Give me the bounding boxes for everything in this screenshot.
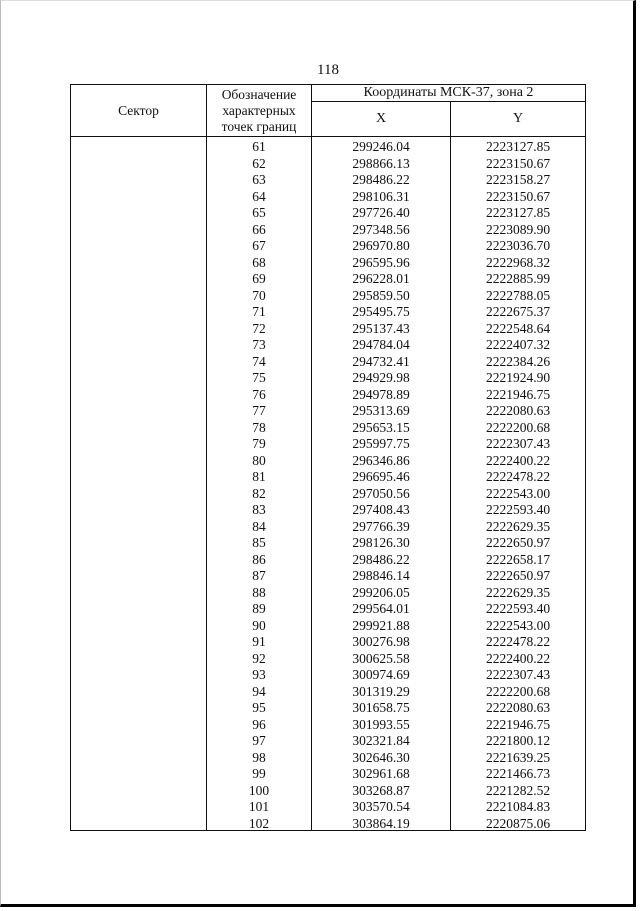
y-coordinate-cell: 2221924.90 [451,368,586,385]
point-id-cell: 72 [207,319,312,336]
x-coordinate-cell: 299921.88 [312,616,451,633]
sector-cell [71,649,207,666]
point-id-cell: 89 [207,599,312,616]
point-id-cell: 101 [207,797,312,814]
table-row [71,352,586,369]
y-coordinate-cell: 2222629.35 [451,517,586,534]
y-coordinate-cell: 2222543.00 [451,484,586,501]
y-coordinate-cell: 2222543.00 [451,616,586,633]
sector-cell [71,748,207,765]
x-coordinate-cell: 295137.43 [312,319,451,336]
table-row [71,220,586,237]
x-coordinate-cell: 295859.50 [312,286,451,303]
x-coordinate-cell: 300625.58 [312,649,451,666]
header-points-line2: характерных [222,102,296,118]
y-coordinate-cell: 2222548.64 [451,319,586,336]
table-row [71,467,586,484]
x-coordinate-cell: 299206.05 [312,583,451,600]
point-id-cell: 100 [207,781,312,798]
y-coordinate-cell: 2222478.22 [451,467,586,484]
y-coordinate-cell: 2222675.37 [451,302,586,319]
sector-cell [71,698,207,715]
y-coordinate-cell: 2221466.73 [451,764,586,781]
sector-cell [71,533,207,550]
x-coordinate-cell: 298106.31 [312,187,451,204]
x-coordinate-cell: 297050.56 [312,484,451,501]
point-id-cell: 67 [207,236,312,253]
sector-cell [71,500,207,517]
y-coordinate-cell: 2222968.32 [451,253,586,270]
table-row [71,764,586,781]
table-row [71,797,586,814]
point-id-cell: 79 [207,434,312,451]
y-coordinate-cell: 2222400.22 [451,451,586,468]
sector-cell [71,269,207,286]
table-row [71,401,586,418]
x-coordinate-cell: 300974.69 [312,665,451,682]
point-id-cell: 93 [207,665,312,682]
x-coordinate-cell: 297766.39 [312,517,451,534]
point-id-cell: 86 [207,550,312,567]
point-id-cell: 80 [207,451,312,468]
y-coordinate-cell: 2221282.52 [451,781,586,798]
sector-cell [71,665,207,682]
x-coordinate-cell: 295997.75 [312,434,451,451]
point-id-cell: 77 [207,401,312,418]
y-coordinate-cell: 2221800.12 [451,731,586,748]
header-sector: Сектор [71,85,207,137]
x-coordinate-cell: 302321.84 [312,731,451,748]
sector-cell [71,682,207,699]
point-id-cell: 96 [207,715,312,732]
table-row [71,137,586,154]
table-row [71,715,586,732]
point-id-cell: 82 [207,484,312,501]
y-coordinate-cell: 2222650.97 [451,566,586,583]
table-row [71,319,586,336]
point-id-cell: 62 [207,154,312,171]
table-row [71,286,586,303]
y-coordinate-cell: 2223150.67 [451,154,586,171]
table-row [71,154,586,171]
sector-cell [71,220,207,237]
table-row [71,335,586,352]
x-coordinate-cell: 297726.40 [312,203,451,220]
point-id-cell: 69 [207,269,312,286]
table-row [71,418,586,435]
point-id-cell: 102 [207,814,312,831]
x-coordinate-cell: 294929.98 [312,368,451,385]
point-id-cell: 68 [207,253,312,270]
table-row [71,385,586,402]
x-coordinate-cell: 294732.41 [312,352,451,369]
point-id-cell: 81 [207,467,312,484]
table-row [71,632,586,649]
point-id-cell: 91 [207,632,312,649]
y-coordinate-cell: 2222080.63 [451,698,586,715]
point-id-cell: 95 [207,698,312,715]
sector-cell [71,715,207,732]
y-coordinate-cell: 2222593.40 [451,500,586,517]
x-coordinate-cell: 303864.19 [312,814,451,831]
x-coordinate-cell: 297408.43 [312,500,451,517]
table-row [71,484,586,501]
x-coordinate-cell: 295495.75 [312,302,451,319]
y-coordinate-cell: 2220875.06 [451,814,586,831]
table-header [71,85,586,137]
table-row [71,698,586,715]
header-x: X [312,102,451,137]
sector-cell [71,352,207,369]
table-row [71,583,586,600]
sector-cell [71,451,207,468]
table-row [71,649,586,666]
point-id-cell: 97 [207,731,312,748]
x-coordinate-cell: 301658.75 [312,698,451,715]
sector-cell [71,797,207,814]
header-points-line1: Обозначение [221,86,297,102]
x-coordinate-cell: 300276.98 [312,632,451,649]
point-id-cell: 66 [207,220,312,237]
y-coordinate-cell: 2222885.99 [451,269,586,286]
x-coordinate-cell: 296970.80 [312,236,451,253]
x-coordinate-cell: 298866.13 [312,154,451,171]
table-row [71,748,586,765]
x-coordinate-cell: 298486.22 [312,550,451,567]
x-coordinate-cell: 298846.14 [312,566,451,583]
y-coordinate-cell: 2222788.05 [451,286,586,303]
point-id-cell: 87 [207,566,312,583]
sector-cell [71,484,207,501]
x-coordinate-cell: 296228.01 [312,269,451,286]
y-coordinate-cell: 2222478.22 [451,632,586,649]
sector-cell [71,434,207,451]
table-row [71,682,586,699]
sector-cell [71,335,207,352]
sector-cell [71,583,207,600]
table-row [71,187,586,204]
page-number: 118 [317,62,339,78]
sector-cell [71,517,207,534]
point-id-cell: 92 [207,649,312,666]
header-coordinates: Координаты МСК-37, зона 2 [312,85,586,102]
x-coordinate-cell: 298486.22 [312,170,451,187]
coordinates-table [70,84,586,831]
sector-cell [71,781,207,798]
table-row [71,616,586,633]
y-coordinate-cell: 2223127.85 [451,203,586,220]
table-row [71,814,586,831]
y-coordinate-cell: 2222658.17 [451,550,586,567]
sector-cell [71,253,207,270]
table-row [71,550,586,567]
point-id-cell: 75 [207,368,312,385]
y-coordinate-cell: 2222080.63 [451,401,586,418]
sector-cell [71,401,207,418]
x-coordinate-cell: 296346.86 [312,451,451,468]
point-id-cell: 83 [207,500,312,517]
table-row [71,533,586,550]
point-id-cell: 74 [207,352,312,369]
table-row [71,731,586,748]
y-coordinate-cell: 2223127.85 [451,137,586,154]
point-id-cell: 65 [207,203,312,220]
point-id-cell: 88 [207,583,312,600]
sector-cell [71,302,207,319]
point-id-cell: 76 [207,385,312,402]
table-row [71,517,586,534]
point-id-cell: 98 [207,748,312,765]
x-coordinate-cell: 303570.54 [312,797,451,814]
point-id-cell: 84 [207,517,312,534]
x-coordinate-cell: 299564.01 [312,599,451,616]
x-coordinate-cell: 295653.15 [312,418,451,435]
table-row [71,566,586,583]
sector-cell [71,170,207,187]
sector-cell [71,187,207,204]
y-coordinate-cell: 2222400.22 [451,649,586,666]
y-coordinate-cell: 2222384.26 [451,352,586,369]
x-coordinate-cell: 301319.29 [312,682,451,699]
y-coordinate-cell: 2222307.43 [451,434,586,451]
sector-cell [71,154,207,171]
sector-cell [71,236,207,253]
sector-cell [71,368,207,385]
sector-cell [71,764,207,781]
sector-cell [71,137,207,154]
sector-cell [71,286,207,303]
x-coordinate-cell: 296595.96 [312,253,451,270]
table-row [71,236,586,253]
sector-cell [71,814,207,831]
point-id-cell: 78 [207,418,312,435]
x-coordinate-cell: 301993.55 [312,715,451,732]
point-id-cell: 61 [207,137,312,154]
y-coordinate-cell: 2222629.35 [451,583,586,600]
header-y: Y [451,102,586,137]
y-coordinate-cell: 2223036.70 [451,236,586,253]
sector-cell [71,418,207,435]
sector-cell [71,731,207,748]
y-coordinate-cell: 2221084.83 [451,797,586,814]
table-row [71,253,586,270]
sector-cell [71,599,207,616]
table-row [71,500,586,517]
x-coordinate-cell: 299246.04 [312,137,451,154]
header-points-line3: точек границ [221,118,297,134]
point-id-cell: 90 [207,616,312,633]
sector-cell [71,550,207,567]
sector-cell [71,467,207,484]
x-coordinate-cell: 303268.87 [312,781,451,798]
point-id-cell: 85 [207,533,312,550]
y-coordinate-cell: 2222407.32 [451,335,586,352]
sector-cell [71,203,207,220]
table-row [71,269,586,286]
sector-cell [71,319,207,336]
header-points [207,85,312,137]
table-row [71,368,586,385]
y-coordinate-cell: 2223089.90 [451,220,586,237]
table-row [71,599,586,616]
table-row [71,434,586,451]
sector-cell [71,566,207,583]
y-coordinate-cell: 2222650.97 [451,533,586,550]
y-coordinate-cell: 2221946.75 [451,385,586,402]
table-row [71,302,586,319]
y-coordinate-cell: 2222593.40 [451,599,586,616]
sector-cell [71,385,207,402]
x-coordinate-cell: 295313.69 [312,401,451,418]
table-body [71,137,586,831]
point-id-cell: 63 [207,170,312,187]
x-coordinate-cell: 296695.46 [312,467,451,484]
point-id-cell: 73 [207,335,312,352]
table-row [71,451,586,468]
point-id-cell: 64 [207,187,312,204]
x-coordinate-cell: 298126.30 [312,533,451,550]
x-coordinate-cell: 294784.04 [312,335,451,352]
y-coordinate-cell: 2221639.25 [451,748,586,765]
y-coordinate-cell: 2222307.43 [451,665,586,682]
sector-cell [71,616,207,633]
y-coordinate-cell: 2221946.75 [451,715,586,732]
point-id-cell: 94 [207,682,312,699]
table-row [71,665,586,682]
table-row [71,781,586,798]
x-coordinate-cell: 297348.56 [312,220,451,237]
y-coordinate-cell: 2222200.68 [451,418,586,435]
point-id-cell: 99 [207,764,312,781]
point-id-cell: 71 [207,302,312,319]
table-row [71,203,586,220]
y-coordinate-cell: 2223150.67 [451,187,586,204]
x-coordinate-cell: 302646.30 [312,748,451,765]
point-id-cell: 70 [207,286,312,303]
y-coordinate-cell: 2223158.27 [451,170,586,187]
table-row [71,170,586,187]
y-coordinate-cell: 2222200.68 [451,682,586,699]
x-coordinate-cell: 302961.68 [312,764,451,781]
sector-cell [71,632,207,649]
x-coordinate-cell: 294978.89 [312,385,451,402]
